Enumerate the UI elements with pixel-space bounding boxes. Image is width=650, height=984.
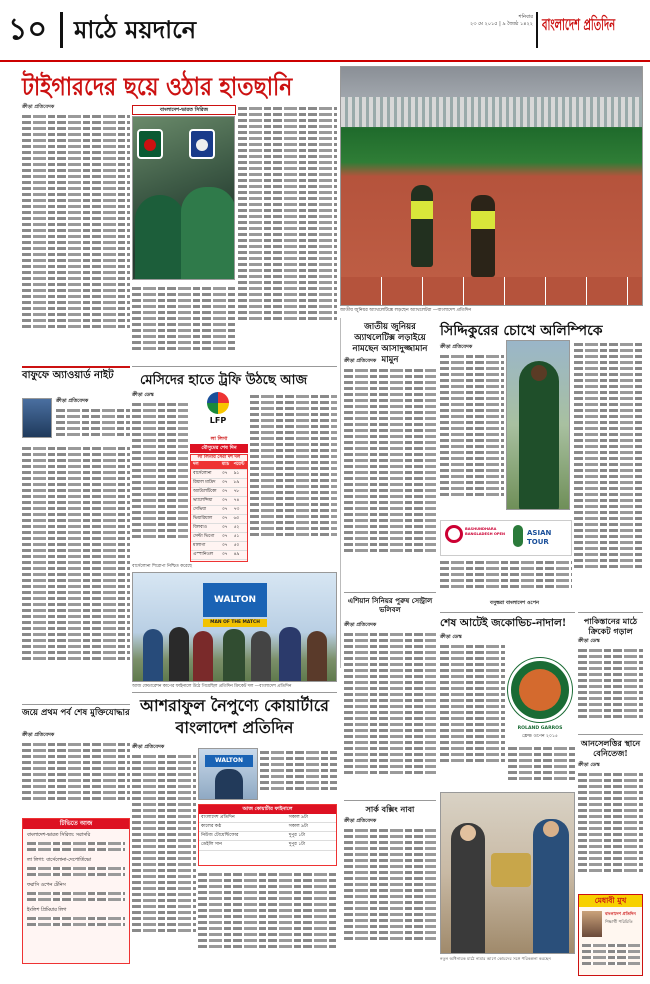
played-cell: ৩৭ [220, 523, 232, 532]
tv-guide-item: লা লিগা: বার্সেলোনা-দেপোর্তিভো [27, 858, 92, 864]
asian-masters-byline: ক্রীড়া প্রতিবেদক [344, 622, 377, 628]
divider [440, 612, 575, 613]
table-row [191, 496, 247, 505]
nadal-photo-caption: নতুন অধিনায়ক মাঠে নামার আগে কোচদের সঙ্গে পরিকল্পনা করছেন [440, 956, 551, 961]
lead-headline[interactable]: টাইগারদের ছয়ে ওঠার হাতছানি [22, 72, 293, 101]
divider [22, 366, 130, 368]
lead-body-column [132, 284, 235, 364]
time-cell: সকাল ৯টা [287, 814, 336, 823]
team-cell: এস্পানিওল [191, 550, 220, 559]
played-cell: ৩৭ [220, 541, 232, 550]
jaya-headline[interactable]: জয়ে প্রথম পর্ব শেষ মুক্তিযোদ্ধার [22, 708, 130, 718]
anselotti-byline: ক্রীড়া ডেস্ক [578, 762, 600, 768]
lead-body-column [22, 112, 130, 364]
table-row [191, 523, 247, 532]
bcb-logo-icon [137, 129, 163, 159]
player-figure [135, 195, 185, 280]
golfer-silhouette-icon [513, 525, 523, 547]
running-track [341, 277, 643, 306]
section-title: মাঠে ময়দানে [74, 15, 197, 44]
asian-masters-body [344, 630, 436, 798]
quarterfinal-fixtures [199, 814, 336, 851]
tv-guide-item: বাংলাদেশ-ভারত সিরিজ: সরাসরি [27, 833, 91, 839]
tennis-body [440, 642, 505, 788]
points-cell: ৯১ [232, 470, 247, 479]
tv-guide-item: ফরাসি ওপেন টেনিস [27, 883, 66, 889]
tv-guide-title: টিভিতে আজ [23, 819, 129, 829]
messi-body [250, 392, 337, 562]
table-row [191, 541, 247, 550]
bashundhara-logo-text: BASHUNDHARA BANGLADESH OPEN [465, 527, 505, 536]
anselotti-body [578, 770, 643, 890]
tennis-players-photo [440, 792, 575, 954]
played-cell: ৩৭ [220, 532, 232, 541]
sarja-headline[interactable]: সার্ক বক্সিং নাবা [365, 804, 415, 814]
day-label: শনিবার [518, 14, 533, 20]
tennis-byline: ক্রীড়া ডেস্ক [440, 634, 462, 640]
points-cell: ৫২ [232, 523, 247, 532]
team-cell: মালাগা [191, 541, 220, 550]
divider [132, 692, 337, 693]
league-heading: লা লিগা [210, 436, 228, 442]
league-table-box [190, 454, 248, 562]
student-photo [582, 911, 602, 937]
tennis-caption: ফ্রেঞ্চ ওপেন ২০১৫ [522, 734, 558, 739]
ashraful-photo [198, 748, 258, 800]
sarja-byline: ক্রীড়া প্রতিবেদক [344, 818, 377, 824]
series-label: বাংলাদেশ-ভারত সিরিজ [132, 105, 236, 115]
ashraful-headline-line2[interactable]: বাংলাদেশ প্রতিদিন [175, 718, 294, 737]
person-figure [279, 627, 301, 682]
walton-award-photo [132, 572, 337, 682]
runner-figure [471, 195, 495, 277]
points-cell: ৪৯ [232, 550, 247, 559]
award-photo [22, 398, 52, 438]
ashraful-body [132, 752, 196, 964]
person-figure [251, 631, 271, 682]
paper-logo[interactable]: বাংলাদেশ প্রতিদিন [542, 15, 616, 34]
walton-caption: আজ ফেডারেশন কাপের ফাইনালে উঠে গিয়েছিল প্রতিদিন ক্রিকেট দল —বাংলাদেশ প্রতিদিন [132, 684, 292, 689]
played-cell: ৩৭ [220, 550, 232, 559]
table-row [191, 470, 247, 479]
col-team: দল [191, 461, 220, 469]
siddikur-headline[interactable]: সিদ্দিকুরের চোখে অলিম্পিকে [440, 323, 603, 339]
date-label: ২৩ মে ২০১৫ | ৯ জ্যৈষ্ঠ ১৪২২ [470, 21, 533, 27]
athletics-photo-caption: জাতীয় জুনিয়র অ্যাথলেটিক্সে লড়ছেন অ্যাথলেটরা —বাংলাদেশ প্রতিদিন [340, 308, 472, 313]
person-figure [223, 629, 245, 682]
tennis-headline[interactable]: শেষ আটেই জকোভিচ-নাদাল! [440, 617, 567, 629]
messi-byline: ক্রীড়া ডেস্ক [132, 392, 154, 398]
time-cell: দুপুর ১টা [287, 841, 336, 850]
points-cell: ৮৯ [232, 479, 247, 488]
person-figure [193, 631, 213, 682]
cricketers-photo [132, 116, 235, 280]
divider [536, 12, 538, 48]
jaya-byline: ক্রীড়া প্রতিবেদক [22, 732, 55, 738]
roland-garros-logo-icon [508, 658, 572, 722]
table-row [191, 479, 247, 488]
pakistan-byline: ক্রীড়া ডেস্ক [578, 638, 600, 644]
points-cell: ৫০ [232, 541, 247, 550]
quarterfinal-box [198, 804, 337, 866]
team-cell: কালের কণ্ঠ [199, 822, 287, 831]
team-cell: অ্যাটলেটিকো [191, 488, 220, 497]
golfer-figure [519, 361, 559, 510]
league-table [191, 461, 247, 559]
team-cell: সেভিয়া [191, 505, 220, 514]
award-body [56, 406, 130, 440]
player-figure [215, 769, 243, 800]
divider [60, 12, 63, 48]
divider [344, 800, 436, 801]
award-body [22, 444, 130, 702]
table-row [191, 488, 247, 497]
points-cell: ৭৩ [232, 505, 247, 514]
bcci-logo-icon [189, 129, 215, 159]
person-figure [143, 629, 163, 682]
siddikur-caption: বসুন্ধরা বাংলাদেশ ওপেন [490, 600, 539, 606]
points-cell: ৭৮ [232, 488, 247, 497]
runner-figure [411, 185, 433, 267]
athletics-byline: ক্রীড়া প্রতিবেদক [344, 358, 377, 364]
siddikur-body [574, 340, 643, 610]
messi-body [132, 400, 188, 562]
ashraful-body [260, 748, 337, 802]
athletics-body [344, 366, 436, 586]
award-byline: ক্রীড়া প্রতিবেদক [56, 398, 89, 404]
athletics-photo [340, 66, 643, 306]
walton-logo-text: WALTON [205, 755, 253, 767]
played-cell: ৩৭ [220, 496, 232, 505]
anselotti-headline[interactable]: আনসেলত্তির স্থানে বেনিতেজ! [580, 738, 641, 758]
team-cell: নিউজ টোয়েন্টিফোর [199, 832, 287, 841]
team-cell: বিলবাও [191, 523, 220, 532]
team-cell: বার্সেলোনা [191, 470, 220, 479]
table-row [191, 550, 247, 559]
medhabi-title: মেধাবী মুখ [579, 895, 642, 907]
divider [578, 612, 643, 613]
team-cell: ডেইলি সান [199, 841, 287, 850]
asian-tour-logo-text: ASIAN TOUR [527, 529, 552, 547]
lead-byline: ক্রীড়া প্রতিবেদক [22, 104, 55, 110]
league-subhead: মৌসুমের শেষ দিন [190, 444, 248, 453]
table-row [191, 514, 247, 523]
points-cell: ৫১ [232, 532, 247, 541]
table-header-row [191, 461, 247, 469]
points-cell: ৭৪ [232, 496, 247, 505]
points-cell: ৬০ [232, 514, 247, 523]
divider [344, 592, 436, 593]
ashraful-byline: ক্রীড়া প্রতিবেদক [132, 744, 165, 750]
divider [132, 366, 337, 367]
team-cell: ভ্যালেন্সিয়া [191, 496, 220, 505]
medhabi-box [578, 894, 643, 976]
person-figure [451, 823, 485, 954]
siddikur-photo [506, 340, 570, 510]
siddikur-body [440, 558, 572, 598]
table-row [199, 822, 336, 831]
league-table-caption: বার্সেলোনা শিরোপা নিশ্চিত করেছে [132, 564, 192, 569]
divider [22, 704, 130, 705]
col-played: ম্যাচ [220, 461, 232, 469]
athletics-headline[interactable]: জাতীয় জুনিয়র অ্যাথলেটিক্স লড়াইয়ে নামছেন আসাদুজ্জামান মামুন [352, 322, 428, 365]
lfp-logo [192, 392, 244, 430]
bashundhara-logo-icon [445, 525, 463, 543]
quarterfinal-title: আজ কোয়ার্টার ফাইনালে [199, 805, 336, 814]
walton-banner: WALTON [203, 583, 267, 617]
page-number: ১০ [8, 12, 47, 47]
medhabi-line1: বাংলাদেশ প্রতিদিন [605, 911, 636, 916]
played-cell: ৩৭ [220, 505, 232, 514]
trophy-icon [491, 853, 531, 887]
pakistan-body [578, 646, 643, 730]
league-table-title: লা লিগায় সেরা দশ দল [197, 455, 241, 460]
messi-headline[interactable]: মেসিদের হাতে ট্রফি উঠছে আজ [140, 373, 308, 388]
roland-garros-logo-text: ROLAND GARROS [517, 726, 563, 731]
ashraful-headline-line1[interactable]: আশরাফুল নৈপুণ্যে কোয়ার্টারে [140, 696, 329, 715]
medhabi-body [582, 941, 640, 973]
stadium-stand [341, 97, 643, 127]
team-cell: বাংলাদেশ প্রতিদিন [199, 814, 287, 823]
played-cell: ৩৭ [220, 514, 232, 523]
table-row [199, 814, 336, 823]
table-row [199, 832, 336, 841]
table-row [199, 841, 336, 850]
played-cell: ৩৭ [220, 488, 232, 497]
man-of-the-match-banner: MAN OF THE MATCH [203, 619, 267, 627]
sponsor-logos [440, 520, 572, 556]
jaya-body [22, 740, 130, 812]
award-headline[interactable]: বাফুফে অ্যাওয়ার্ড নাইট [22, 370, 114, 381]
lfp-ball-icon [207, 392, 229, 414]
tennis-body [508, 744, 575, 788]
asian-masters-headline[interactable]: এশিয়ান সিনিয়র পুরুষ সেন্ট্রাল ভলিবল [347, 596, 433, 614]
col-points: পয়েন্ট [232, 461, 247, 469]
lfp-logo-text: LFP [209, 416, 227, 425]
table-row [191, 505, 247, 514]
time-cell: দুপুর ১টা [287, 832, 336, 841]
played-cell: ৩৭ [220, 479, 232, 488]
played-cell: ৩৭ [220, 470, 232, 479]
masthead [0, 0, 650, 62]
divider [578, 734, 643, 735]
ashraful-body [198, 870, 337, 964]
tv-guide-item: ইংলিশ প্রিমিয়ার লিগ [27, 908, 67, 914]
sarja-body [344, 826, 436, 964]
person-figure [307, 631, 327, 682]
siddikur-byline: ক্রীড়া প্রতিবেদক [440, 344, 473, 350]
person-figure [169, 627, 189, 682]
team-cell: ভিয়ারিয়াল [191, 514, 220, 523]
time-cell: সকাল ৯টা [287, 822, 336, 831]
team-cell: রিয়াল মাদ্রিদ [191, 479, 220, 488]
person-figure [533, 819, 569, 954]
column-rule [340, 318, 341, 668]
player-figure [181, 187, 235, 280]
medhabi-line2: শিক্ষার্থী পরিচিতি [605, 919, 633, 924]
tv-guide-box [22, 818, 130, 964]
siddikur-body [440, 352, 504, 522]
table-row [191, 532, 247, 541]
team-cell: সেল্টা ভিগো [191, 532, 220, 541]
lead-body-column [238, 104, 337, 364]
pakistan-headline[interactable]: পাকিস্তানের মাঠে ক্রিকেট গড়াল [583, 616, 638, 636]
